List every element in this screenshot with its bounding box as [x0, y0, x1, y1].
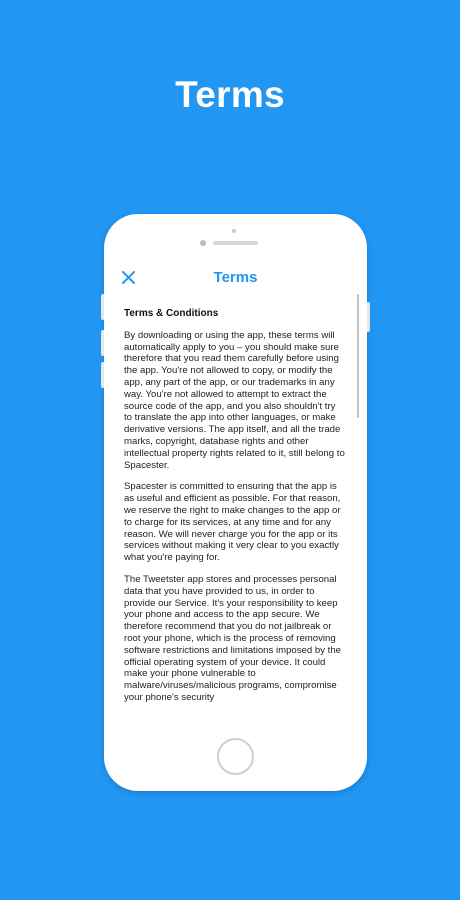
- terms-paragraph: By downloading or using the app, these terms will automatically apply to you – you should make sure therefore that you read them carefully before using the app. You're not allowed to copy, or modify the app, any part of the app, or our trademarks in any way. You're not allowed to attempt to extract the source code of the app, and you also shouldn't try to translate the app into other languages, or make derivative versions. The app itself, and all the trade marks, copyright, database rights and other intellectual property rights related to it, still belong to Spacester.: [124, 329, 345, 471]
- camera-dot: [232, 229, 236, 233]
- terms-content: [124, 308, 346, 714]
- app-bar: [104, 258, 367, 298]
- terms-paragraph: Spacester is committed to ensuring that the app is as useful and efficient as possible. For that reason, we reserve the right to make changes to the app or to charge for its services, at any time and for any reason. We will never charge you for the app or its services without making it very clear to you exactly what you're paying for.: [124, 481, 341, 564]
- scrollbar[interactable]: [357, 294, 359, 418]
- terms-paragraph: The Tweetster app stores and processes personal data that you have provided to us, in order to provide our Service. It's your responsibility to keep your phone and access to the app secure. We therefore recommend that you do not jailbreak or root your phone, which is the process of removing software restrictions and limitations imposed by the official operating system of your device. It could make your phone vulnerable to malware/viruses/malicious programs, compromise your phone's security: [124, 573, 342, 703]
- home-button[interactable]: [217, 738, 254, 775]
- terms-heading: Terms & Conditions: [124, 308, 219, 319]
- page-title: Terms: [175, 74, 285, 115]
- phone-mockup: [104, 214, 367, 791]
- phone-screen: [104, 258, 367, 736]
- sensor-dot: [200, 240, 206, 246]
- app-bar-title: Terms: [213, 269, 258, 286]
- speaker-grille: [213, 241, 258, 245]
